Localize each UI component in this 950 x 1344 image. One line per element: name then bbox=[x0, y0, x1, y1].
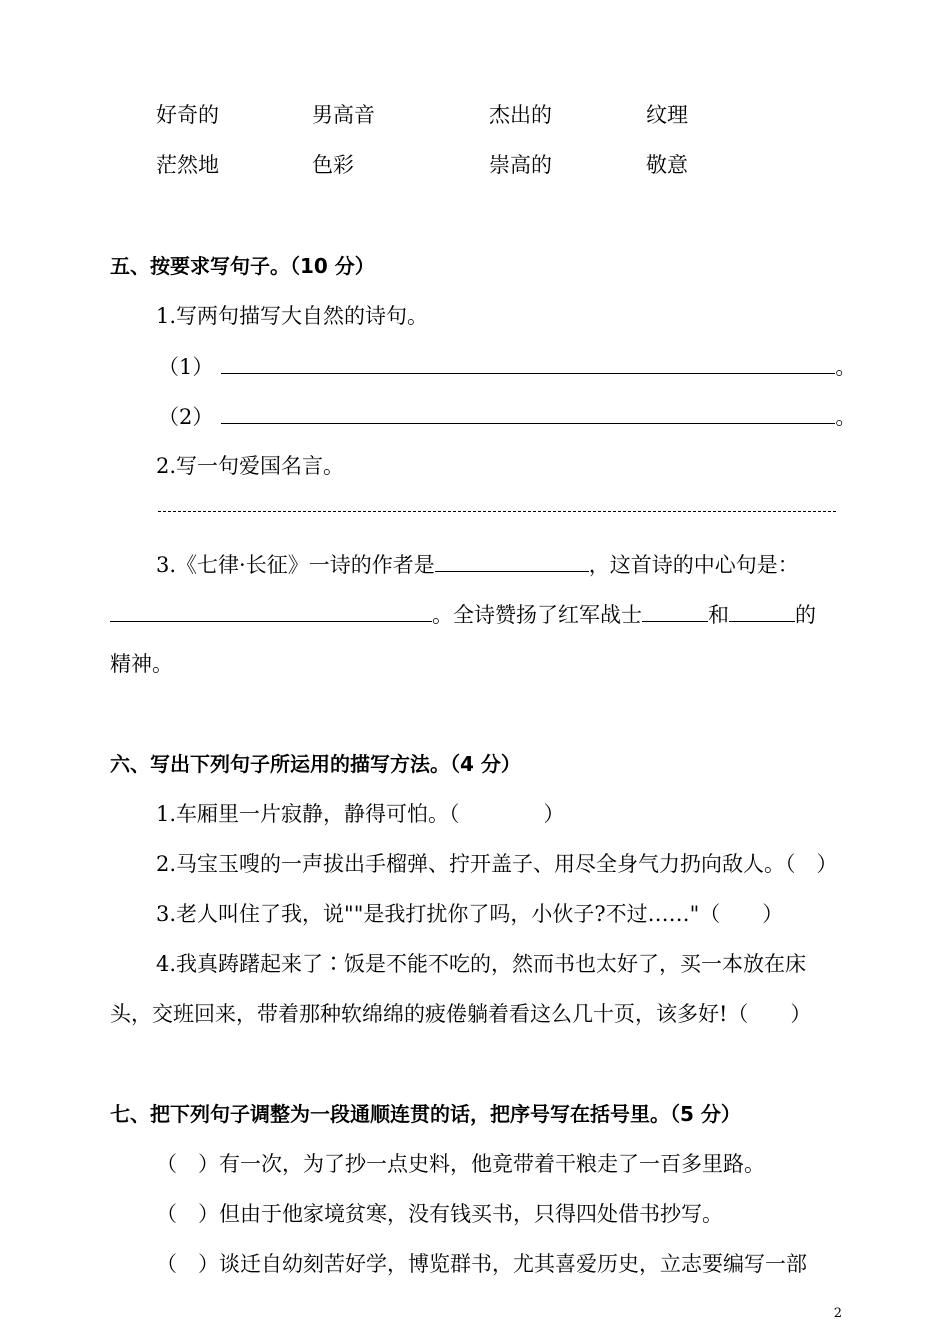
word-5: 茫然地 bbox=[156, 153, 219, 177]
section7-sentence-3: （ ）谈迁自幼刻苦好学，博览群书，尤其喜爱历史，立志要编写一部 bbox=[156, 1252, 807, 1276]
section6-q3: 3.老人叫住了我，说""是我打扰你了吗，小伙子?不过……"（ ） bbox=[156, 902, 784, 926]
blank2-label: （2） bbox=[158, 405, 214, 429]
word-4: 纹理 bbox=[646, 103, 688, 127]
q3-and: 和 bbox=[708, 603, 729, 627]
section6-q4-line2: 头，交班回来，带着那种软绵绵的疲倦躺着看这么几十页，该多好!（ ） bbox=[110, 1002, 812, 1026]
q3-text-1: 3.《七律·长征》一诗的作者是 bbox=[156, 553, 435, 577]
section5-q3-row2 bbox=[110, 601, 816, 628]
word-2: 男高音 bbox=[312, 103, 375, 127]
word-3: 杰出的 bbox=[489, 103, 552, 127]
blank1-label: （1） bbox=[158, 355, 214, 379]
section7-sentence-1: （ ）有一次，为了抄一点史料，他竟带着干粮走了一百多里路。 bbox=[156, 1152, 765, 1176]
section6-q4-line1: 4.我真踌躇起来了∶饭是不能不吃的，然而书也太好了，买一本放在床 bbox=[156, 952, 807, 976]
section6-heading: 六、写出下列句子所运用的描写方法。（4 分） bbox=[110, 752, 521, 776]
blank2-period: 。 bbox=[835, 405, 857, 429]
section5-q3-row3: 精神。 bbox=[110, 652, 173, 676]
author-blank[interactable] bbox=[435, 551, 589, 572]
word-8: 敬意 bbox=[646, 153, 688, 177]
q3-de: 的 bbox=[795, 603, 816, 627]
section5-q2: 2.写一句爱国名言。 bbox=[156, 454, 345, 478]
word-1: 好奇的 bbox=[156, 103, 219, 127]
page-number: 2 bbox=[833, 1306, 842, 1321]
q3-text-3: 。全诗赞扬了红军战士 bbox=[432, 603, 642, 627]
section6-q2: 2.马宝玉嗖的一声拔出手榴弹、拧开盖子、用尽全身气力扔向敌人。（ ） bbox=[156, 852, 838, 876]
section6-q1: 1.车厢里一片寂静，静得可怕。（ ） bbox=[156, 802, 565, 826]
word-7: 崇高的 bbox=[489, 153, 552, 177]
spirit-blank-2[interactable] bbox=[729, 601, 795, 622]
word-6: 色彩 bbox=[312, 153, 354, 177]
section5-heading: 五、按要求写句子。（10 分） bbox=[110, 254, 375, 278]
answer-blank-1[interactable] bbox=[221, 353, 835, 374]
central-sentence-blank[interactable] bbox=[110, 601, 432, 622]
motto-answer-line[interactable] bbox=[158, 511, 836, 512]
blank1-period: 。 bbox=[835, 355, 857, 379]
section5-blank2-row bbox=[158, 403, 856, 430]
spirit-blank-1[interactable] bbox=[642, 601, 708, 622]
q3-text-2: ，这首诗的中心句是： bbox=[588, 553, 799, 577]
section5-q1: 1.写两句描写大自然的诗句。 bbox=[156, 304, 429, 328]
section5-blank1-row bbox=[158, 353, 856, 380]
section5-q3-row1 bbox=[156, 551, 799, 578]
section7-heading: 七、把下列句子调整为一段通顺连贯的话，把序号写在括号里。（5 分） bbox=[110, 1102, 741, 1126]
answer-blank-2[interactable] bbox=[221, 403, 835, 424]
section7-sentence-2: （ ）但由于他家境贫寒，没有钱买书，只得四处借书抄写。 bbox=[156, 1202, 723, 1226]
